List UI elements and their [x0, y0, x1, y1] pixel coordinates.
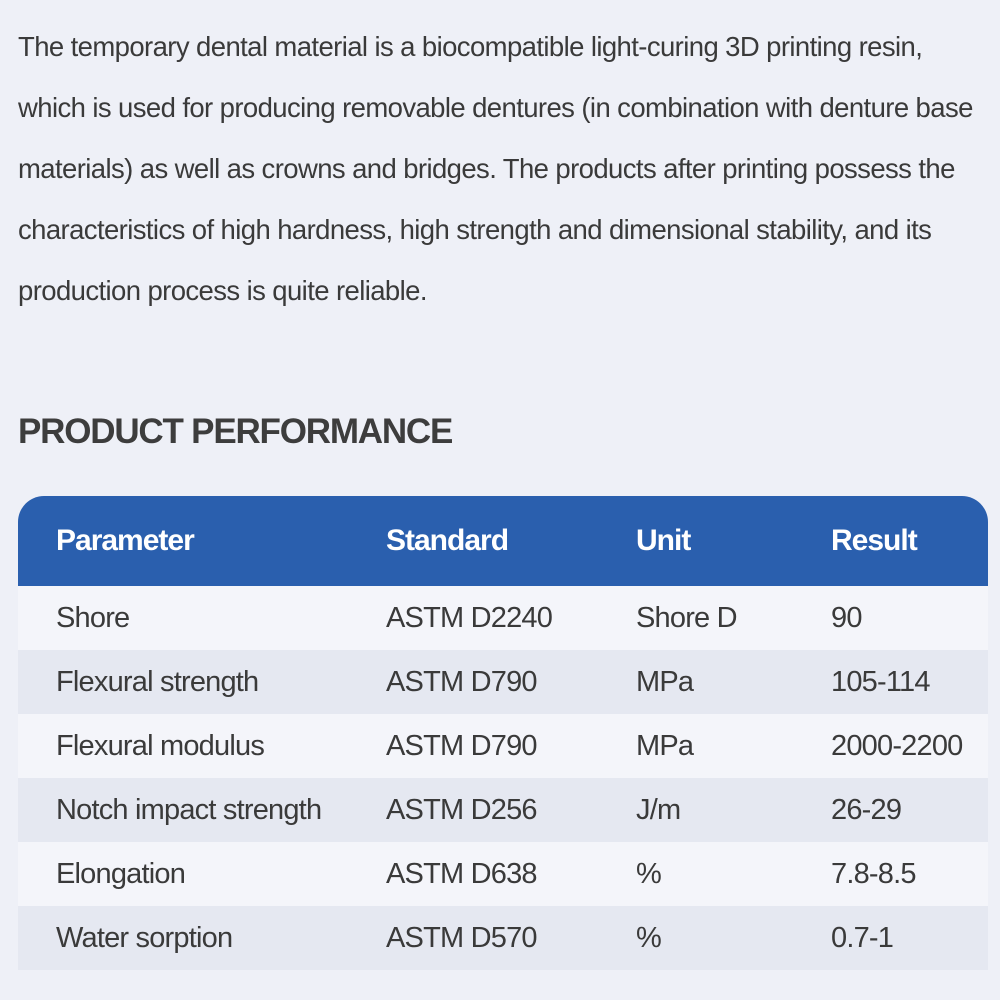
table-header-row [18, 496, 988, 586]
cell-result: 26-29 [796, 778, 988, 842]
cell-result: 7.8-8.5 [796, 842, 988, 906]
table-row [18, 714, 988, 778]
cell-standard: ASTM D790 [353, 650, 600, 714]
cell-result: 2000-2200 [796, 714, 988, 778]
cell-result: 0.7-1 [796, 906, 988, 970]
table-row [18, 842, 988, 906]
table-row [18, 586, 988, 650]
cell-standard: ASTM D638 [353, 842, 600, 906]
table-row [18, 778, 988, 842]
cell-parameter: Flexural modulus [18, 714, 353, 778]
cell-standard: ASTM D790 [353, 714, 600, 778]
cell-unit: Shore D [600, 586, 796, 650]
cell-result: 105-114 [796, 650, 988, 714]
cell-parameter: Elongation [18, 842, 353, 906]
section-title: PRODUCT PERFORMANCE [18, 412, 453, 451]
table-row [18, 650, 988, 714]
cell-unit: MPa [600, 714, 796, 778]
cell-standard: ASTM D256 [353, 778, 600, 842]
cell-result: 90 [796, 586, 988, 650]
cell-unit: J/m [600, 778, 796, 842]
intro-paragraph: The temporary dental material is a biocompatible light-curing 3D printing resin, which is used for producing removable dentures (in combination with denture base materials) as well as crowns and bridges. The products after printing possess the characteristics of high hardness, high strength and dimensional stability, and its production process is quite reliable. [18, 31, 973, 306]
cell-unit: % [600, 842, 796, 906]
cell-parameter: Notch impact strength [18, 778, 353, 842]
header-unit: Unit [600, 496, 796, 586]
cell-unit: % [600, 906, 796, 970]
cell-standard: ASTM D570 [353, 906, 600, 970]
performance-table [18, 496, 988, 970]
cell-parameter: Water sorption [18, 906, 353, 970]
header-result: Result [796, 496, 988, 586]
header-parameter: Parameter [18, 496, 353, 586]
table-row [18, 906, 988, 970]
cell-parameter: Flexural strength [18, 650, 353, 714]
cell-standard: ASTM D2240 [353, 586, 600, 650]
header-standard: Standard [353, 496, 600, 586]
cell-parameter: Shore [18, 586, 353, 650]
cell-unit: MPa [600, 650, 796, 714]
